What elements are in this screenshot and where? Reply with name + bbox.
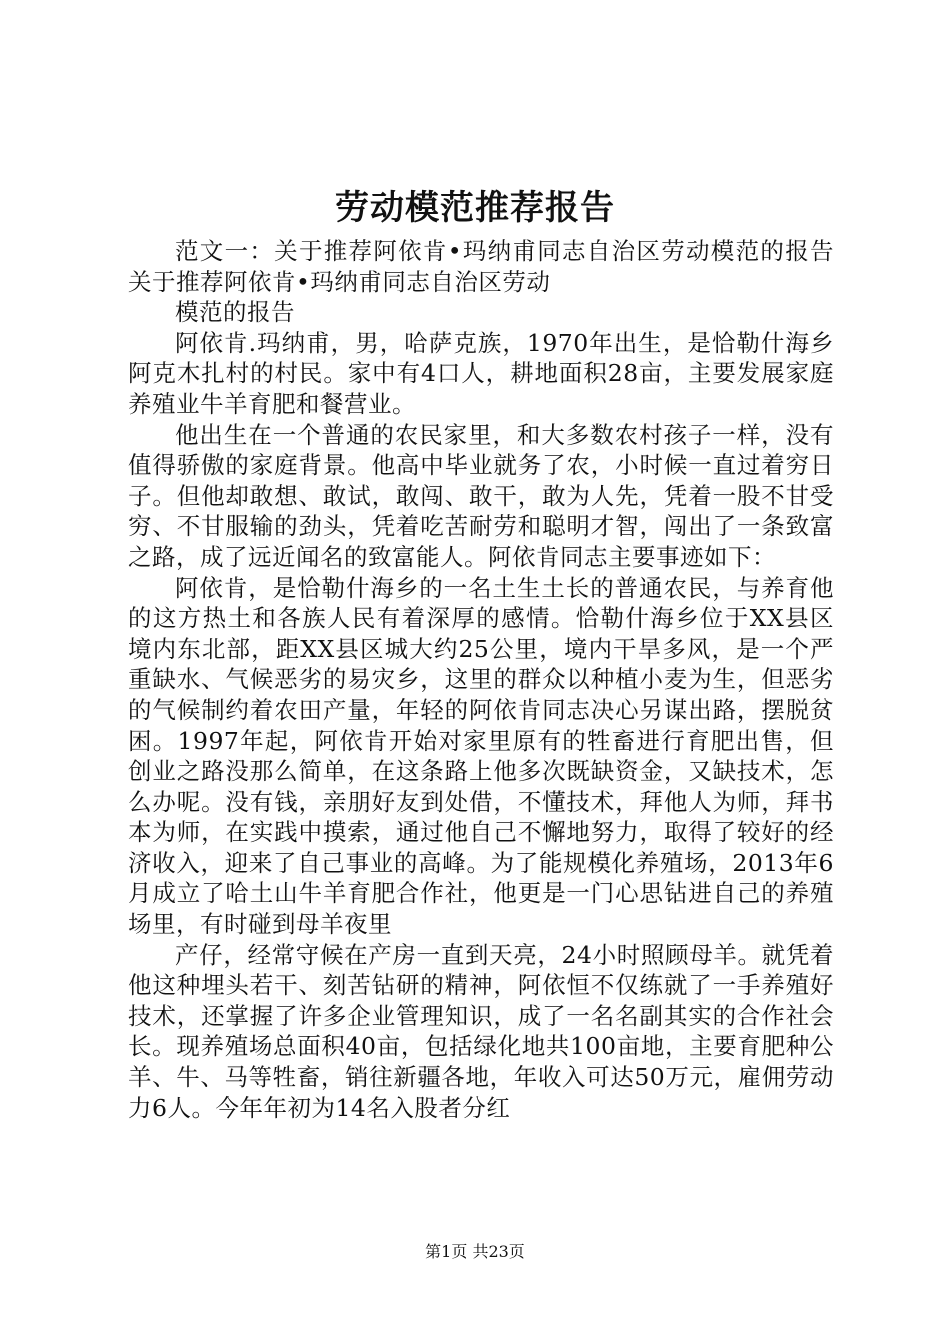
paragraph-1: 范文一：关于推荐阿依肯•玛纳甫同志自治区劳动模范的报告关于推荐阿依肯•玛纳甫同志自治区劳动: [128, 237, 834, 296]
paragraph-3: 阿依肯.玛纳甫，男，哈萨克族，1970年出生，是恰勒什海乡阿克木扎村的村民。家中有4口人，耕地面积28亩，主要发展家庭养殖业牛羊育肥和餐营业。: [128, 328, 834, 418]
document-body: [128, 236, 834, 1123]
page-footer: 第1页 共23页: [425, 1242, 525, 1261]
paragraph-2: 模范的报告: [175, 298, 295, 327]
paragraph-5: 阿依肯，是恰勒什海乡的一名土生土长的普通农民，与养育他的这方热土和各族人民有着深厚的感情。恰勒什海乡位于XX县区境内东北部，距XX县区城大约25公里，境内干旱多风，是一个严重缺水、气候恶劣的易灾乡，这里的群众以种植小麦为生，但恶劣的气候制约着农田产量，年轻的阿依肯同志决心另谋出路，摆脱贫困。1997年起，阿依肯开始对家里原有的牲畜进行育肥出售，但创业之路没那么简单，在这条路上他多次既缺资金，又缺技术，怎么办呢。没有钱，亲朋好友到处借，不懂技术，拜他人为师，拜书本为师，在实践中摸索，通过他自己不懈地努力，取得了较好的经济收入，迎来了自己事业的高峰。为了能规模化养殖场，2013年6月成立了哈土山牛羊育肥合作社，他更是一门心思钻进自己的养殖场里，有时碰到母羊夜里: [128, 573, 834, 939]
paragraph-4: 他出生在一个普通的农民家里，和大多数农村孩子一样，没有值得骄傲的家庭背景。他高中毕业就务了农，小时候一直过着穷日子。但他却敢想、敢试，敢闯、敢干，敢为人先，凭着一股不甘受穷、不甘服输的劲头，凭着吃苦耐劳和聪明才智，闯出了一条致富之路，成了远近闻名的致富能人。阿依肯同志主要事迹如下：: [128, 420, 834, 571]
document-title: 劳动模范推荐报告: [335, 188, 615, 228]
paragraph-6: 产仔，经常守候在产房一直到天亮，24小时照顾母羊。就凭着他这种埋头若干、刻苦钻研的精神，阿依恒不仅练就了一手养殖好技术，还掌握了许多企业管理知识，成了一名名副其实的合作社会长。现养殖场总面积40亩，包括绿化地共100亩地，主要育肥种公羊、牛、马等牲畜，销往新疆各地，年收入可达50万元，雇佣劳动力6人。今年年初为14名入股者分红: [128, 940, 834, 1122]
